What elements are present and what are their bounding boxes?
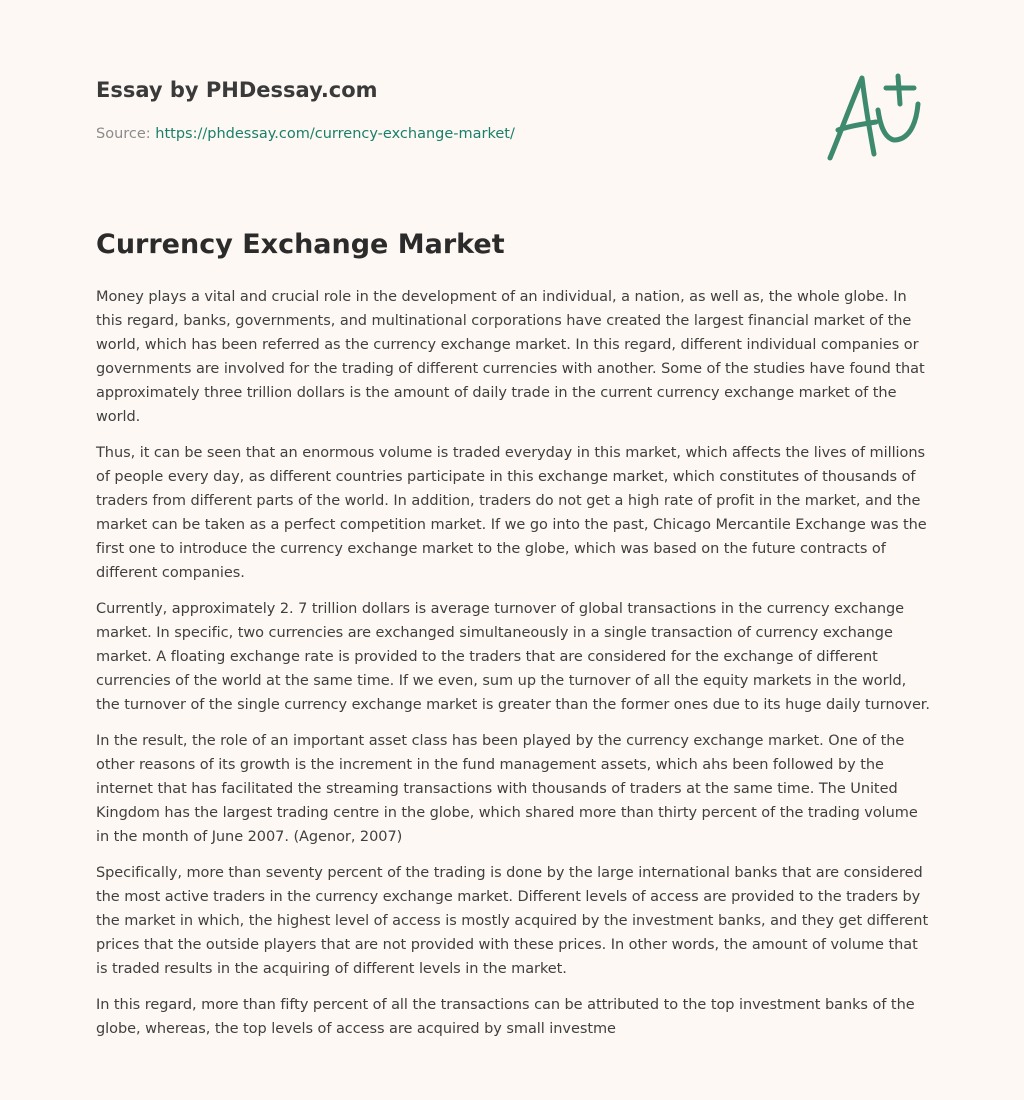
- a-plus-logo-icon: [818, 64, 930, 168]
- source-label: Source:: [96, 126, 151, 142]
- essay-paragraph: Currently, approximately 2. 7 trillion dollars is average turnover of global transactions in the currency exchange market. In specific, two currencies are exchanged simultaneously in a single transaction of currency exchange market. A floating exchange rate is provided to the traders that are considered for the exchange of different currencies of the world at the same time. If we even, sum up the turnover of all the equity markets in the world, the turnover of the single currency exchange market is greater than the former ones due to its huge daily turnover.: [96, 601, 930, 713]
- essay-body: [96, 285, 930, 1053]
- essay-paragraph: Specifically, more than seventy percent of the trading is done by the large international banks that are considered the most active traders in the currency exchange market. Different levels of access are provided to the traders by the market in which, the highest level of access is mostly acquired by the investment banks, and they get different prices that the outside players that are not provided with these prices. In other words, the amount of volume that is traded results in the acquiring of different levels in the market.: [96, 865, 929, 977]
- essay-title: Currency Exchange Market: [96, 229, 505, 260]
- site-title: Essay by PHDessay.com: [96, 78, 378, 102]
- essay-paragraph: In this regard, more than fifty percent of all the transactions can be attributed to the top investment banks of the globe, whereas, the top levels of access are acquired by small investme: [96, 997, 915, 1037]
- source-line: [96, 124, 796, 144]
- essay-header: [96, 74, 796, 144]
- source-link[interactable]: https://phdessay.com/currency-exchange-market/: [155, 126, 515, 142]
- essay-paragraph: In the result, the role of an important asset class has been played by the currency exchange market. One of the other reasons of its growth is the increment in the fund management assets, which ahs been followed by the internet that has facilitated the streaming transactions with thousands of traders at the same time. The United Kingdom has the largest trading centre in the globe, which shared more than thirty percent of the trading volume in the month of June 2007. (Agenor, 2007): [96, 733, 918, 845]
- essay-paragraph: Thus, it can be seen that an enormous volume is traded everyday in this market, which affects the lives of millions of people every day, as different countries participate in this exchange market, which constitutes of thousands of traders from different parts of the world. In addition, traders do not get a high rate of profit in the market, and the market can be taken as a perfect competition market. If we go into the past, Chicago Mercantile Exchange was the first one to introduce the currency exchange market to the globe, which was based on the future contracts of different companies.: [96, 445, 927, 581]
- essay-paragraph: Money plays a vital and crucial role in the development of an individual, a nation, as well as, the whole globe. In this regard, banks, governments, and multinational corporations have created the largest financial market of the world, which has been referred as the currency exchange market. In this regard, different individual companies or governments are involved for the trading of different currencies with another. Some of the studies have found that approximately three trillion dollars is the amount of daily trade in the current currency exchange market of the world.: [96, 289, 925, 425]
